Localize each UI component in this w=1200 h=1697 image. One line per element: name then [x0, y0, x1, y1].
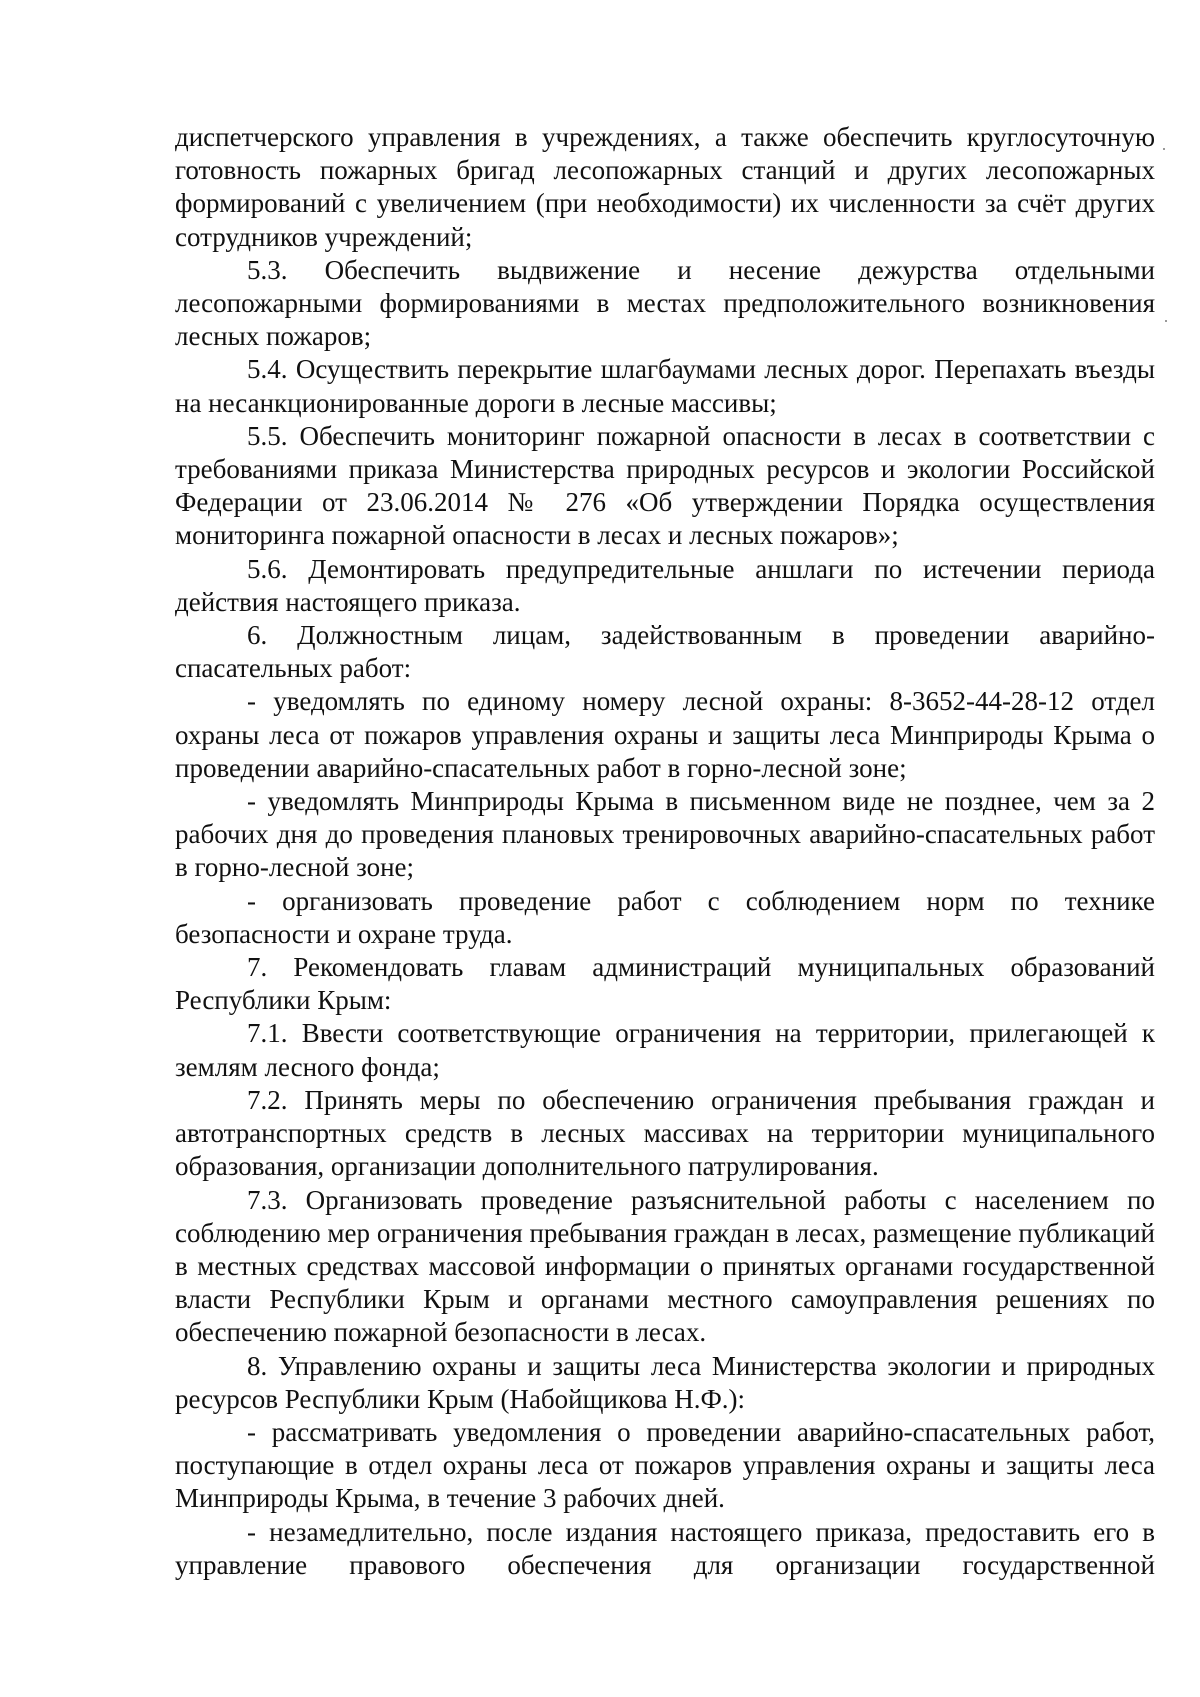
paragraph-8-item-2: - незамедлительно, после издания настоящего приказа, предоставить его в управление правового обеспечения для организации государственной	[175, 1516, 1155, 1580]
paragraph-8: 8. Управлению охраны и защиты леса Министерства экологии и природных ресурсов Республики Крым (Набойщикова Н.Ф.):	[175, 1350, 1155, 1414]
paragraph-5-6: 5.6. Демонтировать предупредительные аншлаги по истечении периода действия настоящего приказа.	[175, 553, 1155, 617]
paragraph-7: 7. Рекомендовать главам администраций муниципальных образований Республики Крым:	[175, 952, 1155, 1016]
document-body	[175, 121, 1155, 1582]
scan-speck	[1165, 320, 1167, 322]
paragraph-5-3: 5.3. Обеспечить выдвижение и несение дежурства отдельными лесопожарными формированиями в местах предположительного возникновения лесных пожаров;	[175, 254, 1155, 352]
paragraph-7-1: 7.1. Ввести соответствующие ограничения на территории, прилегающей к землям лесного фонда;	[175, 1018, 1155, 1082]
paragraph-continuation-5-2: диспетчерского управления в учреждениях, а также обеспечить круглосуточную готовность пожарных бригад лесопожарных станций и других лесопожарных формирований с увеличением (при необходимости) их численности за счёт других сотрудников учреждений;	[175, 122, 1155, 252]
paragraph-6: 6. Должностным лицам, задействованным в проведении аварийно-спасательных работ:	[175, 620, 1155, 684]
paragraph-6-item-2: - уведомлять Минприроды Крыма в письменном виде не позднее, чем за 2 рабочих дня до проведения плановых тренировочных аварийно-спасательных работ в горно-лесной зоне;	[175, 786, 1155, 883]
paragraph-7-2: 7.2. Принять меры по обеспечению ограничения пребывания граждан и автотранспортных средств в лесных массивах на территории муниципального образования, организации дополнительного патрулирования.	[175, 1084, 1155, 1182]
paragraph-7-3: 7.3. Организовать проведение разъяснительной работы с населением по соблюдению мер ограничения пребывания граждан в лесах, размещение публикаций в местных средствах массовой информации о принятых органами государственной власти Республики Крым и органами местного самоуправления решениях по обеспечению пожарной безопасности в лесах.	[175, 1184, 1155, 1348]
paragraph-8-item-1: - рассматривать уведомления о проведении аварийно-спасательных работ, поступающие в отдел охраны леса от пожаров управления охраны и защиты леса Минприроды Крыма, в течение 3 рабочих дней.	[175, 1416, 1155, 1514]
paragraph-6-item-3: - организовать проведение работ с соблюдением норм по технике безопасности и охране труда.	[175, 885, 1155, 949]
scan-speck	[1163, 148, 1165, 150]
paragraph-6-item-1: - уведомлять по единому номеру лесной охраны: 8-3652-44-28-12 отдел охраны леса от пожаров управления охраны и защиты леса Минприроды Крыма о проведении аварийно-спасательных работ в горно-лесной зоне;	[175, 686, 1155, 783]
paragraph-5-4: 5.4. Осуществить перекрытие шлагбаумами лесных дорог. Перепахать въезды на несанкционированные дороги в лесные массивы;	[175, 354, 1155, 418]
paragraph-5-5: 5.5. Обеспечить мониторинг пожарной опасности в лесах в соответствии с требованиями приказа Министерства природных ресурсов и экологии Российской Федерации от 23.06.2014 № 276 «Об утверждении Порядка осуществления мониторинга пожарной опасности в лесах и лесных пожаров»;	[175, 420, 1155, 551]
